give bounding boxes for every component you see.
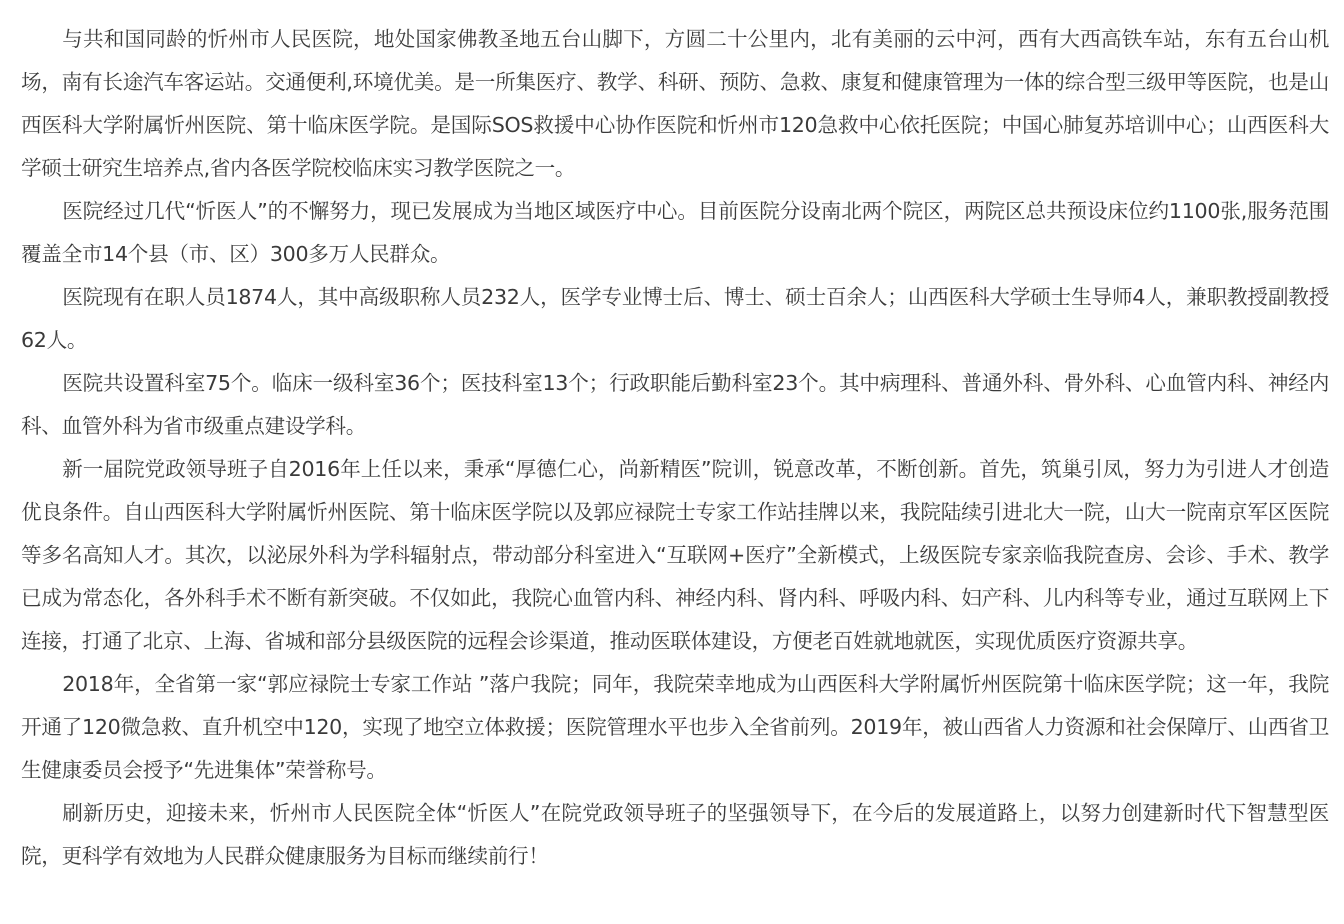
paragraph-milestones: 2018年，全省第一家“郭应禄院士专家工作站 ”落户我院；同年，我院荣幸地成为山西医科大学附属忻州医院第十临床医学院；这一年，我院开通了120微急救、直升机空中120，实现了地空立体救援；医院管理水平也步入全省前列。2019年，被山西省人力资源和社会保障厅、山西省卫生健康委员会授予“先进集体”荣誉称号。: [21, 672, 1329, 782]
paragraph-staff: 医院现有在职人员1874人，其中高级职称人员232人，医学专业博士后、博士、硕士百余人；山西医科大学硕士生导师4人，兼职教授副教授62人。: [21, 285, 1329, 352]
paragraph-leadership: 新一届院党政领导班子自2016年上任以来，秉承“厚德仁心，尚新精医”院训，锐意改革，不断创新。首先，筑巢引凤，努力为引进人才创造优良条件。自山西医科大学附属忻州医院、第十临床医学院以及郭应禄院士专家工作站挂牌以来，我院陆续引进北大一院，山大一院南京军区医院等多名高知人才。其次，以泌尿外科为学科辐射点，带动部分科室进入“互联网+医疗”全新模式，上级医院专家亲临我院查房、会诊、手术、教学已成为常态化，各外科手术不断有新突破。不仅如此，我院心血管内科、神经内科、肾内科、呼吸内科、妇产科、儿内科等专业，通过互联网上下连接，打通了北京、上海、省城和部分县级医院的远程会诊渠道，推动医联体建设，方便老百姓就地就医，实现优质医疗资源共享。: [21, 457, 1329, 653]
paragraph-departments: 医院共设置科室75个。临床一级科室36个；医技科室13个；行政职能后勤科室23个。其中病理科、普通外科、骨外科、心血管内科、神经内科、血管外科为省市级重点建设学科。: [21, 371, 1329, 438]
paragraph-closing: 刷新历史，迎接未来，忻州市人民医院全体“忻医人”在院党政领导班子的坚强领导下，在今后的发展道路上，以努力创建新时代下智慧型医院，更科学有效地为人民群众健康服务为目标而继续前行！: [21, 801, 1329, 868]
article-body: [21, 18, 1329, 878]
paragraph-development: 医院经过几代“忻医人”的不懈努力，现已发展成为当地区域医疗中心。目前医院分设南北两个院区，两院区总共预设床位约1100张,服务范围覆盖全市14个县（市、区）300多万人民群众。: [21, 199, 1329, 266]
paragraph-intro: 与共和国同龄的忻州市人民医院，地处国家佛教圣地五台山脚下，方圆二十公里内，北有美丽的云中河，西有大西高铁车站，东有五台山机场，南有长途汽车客运站。交通便利,环境优美。是一所集医疗、教学、科研、预防、急救、康复和健康管理为一体的综合型三级甲等医院，也是山西医科大学附属忻州医院、第十临床医学院。是国际SOS救援中心协作医院和忻州市120急救中心依托医院；中国心肺复苏培训中心；山西医科大学硕士研究生培养点,省内各医学院校临床实习教学医院之一。: [21, 27, 1329, 180]
